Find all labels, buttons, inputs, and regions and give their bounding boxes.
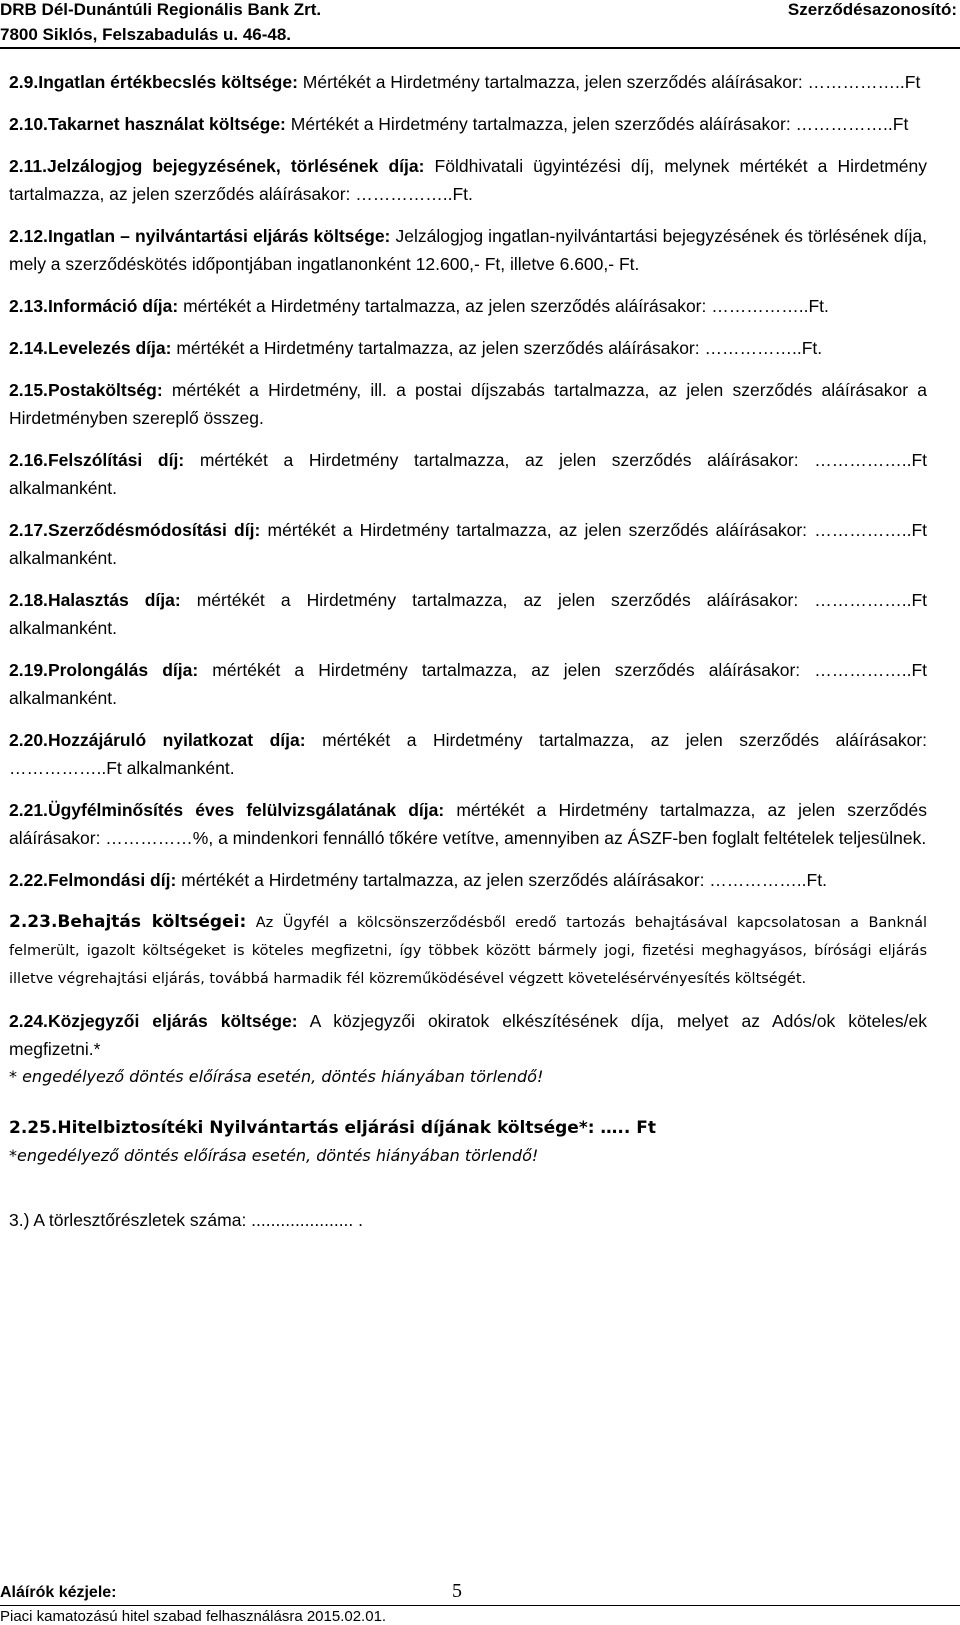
footer-divider (0, 1605, 960, 1606)
clause-2-20 (9, 726, 927, 782)
clause-title: Információ díja: (47, 296, 179, 316)
clause-text: Mértékét a Hirdetmény tartalmazza, jelen szerződés aláírásakor: ……………..Ft (297, 72, 921, 92)
clause-2-23 (9, 908, 927, 993)
clause-2-17 (9, 516, 927, 572)
clause-title: Postaköltség: (47, 380, 163, 400)
clause-number: 2.24. (9, 1011, 48, 1031)
clause-number: 2.14. (9, 338, 48, 358)
clause-2-13 (9, 292, 927, 320)
clause-number: 2.23. (9, 912, 58, 932)
document-body (9, 68, 927, 1234)
clause-text: Mértékét a Hirdetmény tartalmazza, jelen szerződés aláírásakor: ……………..Ft (285, 114, 909, 134)
clause-text: mértékét a Hirdetmény tartalmazza, az jelen szerződés aláírásakor: ……………..Ft. (178, 296, 829, 316)
clause-2-21 (9, 796, 927, 852)
clause-title: Levelezés díja: (47, 338, 172, 358)
clause-2-24 (9, 1007, 927, 1063)
clause-2-16 (9, 446, 927, 502)
clause-2-10 (9, 110, 927, 138)
clause-number: 2.15. (9, 380, 48, 400)
clause-title: Felszólítási díj: (47, 450, 185, 470)
clause-number: 2.17. (9, 520, 48, 540)
clause-number: 2.11. (9, 156, 47, 176)
note-2-24: * engedélyező döntés előírása esetén, döntés hiányában törlendő! (9, 1067, 544, 1086)
clause-text: mértékét a Hirdetmény tartalmazza, az jelen szerződés aláírásakor: ……………..Ft alkalmanként. (9, 660, 927, 708)
clause-text: Az Ügyfél a kölcsönszerződésből eredő tartozás behajtásával kapcsolatosan a Banknál felmerült, igazolt költségeket is köteles megfizetni, így többek között bármely jogi, fizetési meghagyásos, bírósági eljárás illetve végrehajtási eljárás, továbbá harmadik fél közreműködésével végzett követelésérvényesítés költségét. (9, 915, 928, 987)
clause-text: mértékét a Hirdetmény tartalmazza, az jelen szerződés aláírásakor: ……………..Ft. (171, 338, 823, 358)
clause-2-15 (9, 376, 927, 432)
clause-title: Közjegyzői eljárás költsége: (47, 1011, 298, 1031)
note-2-25: *engedélyező döntés előírása esetén, döntés hiányában törlendő! (9, 1146, 539, 1165)
clause-text: Jelzálogjog ingatlan-nyilvántartási bejegyzésének és törlésének díja, mely a szerződéskötés időpontjában ingatlanonként 12.600,- Ft, illetve 6.600,- Ft. (9, 226, 927, 274)
clause-number: 2.13. (9, 296, 48, 316)
clause-number: 2.19. (9, 660, 48, 680)
clause-title: Felmondási díj: (47, 870, 177, 890)
clause-text: mértékét a Hirdetmény tartalmazza, az jelen szerződés aláírásakor: ……………..Ft alkalmanként. (9, 520, 927, 568)
footer-text: Piaci kamatozású hitel szabad felhasználásra 2015.02.01. (0, 1608, 387, 1625)
clause-title: Behajtás költségei: (57, 912, 247, 932)
clause-title: Hozzájáruló nyilatkozat díja: (47, 730, 306, 750)
clause-title: Ügyfélminősítés éves felülvizsgálatának díja: (47, 800, 445, 820)
clause-text: mértékét a Hirdetmény tartalmazza, az jelen szerződés aláírásakor: ……………..Ft. (176, 870, 827, 890)
signers-label: Aláírók kézjele: (0, 1584, 117, 1601)
clause-title: Prolongálás díja: (47, 660, 199, 680)
clause-number: 2.21. (9, 800, 48, 820)
page-header (0, 0, 960, 46)
header-divider (0, 47, 960, 49)
clause-number: 2.12. (9, 226, 48, 246)
clause-text: mértékét a Hirdetmény tartalmazza, az jelen szerződés aláírásakor: ……………..Ft alkalmanként. (9, 450, 927, 498)
clause-2-19 (9, 656, 927, 712)
clause-title: Ingatlan – nyilvántartási eljárás költsége: (47, 226, 391, 246)
clause-number: 2.22. (9, 870, 48, 890)
clause-2-14 (9, 334, 927, 362)
clause-text: mértékét a Hirdetmény tartalmazza, az jelen szerződés aláírásakor: ……………%, a mindenkori fennálló tőkére vetítve, amennyiben az ÁSZF-ben foglalt feltételek teljesülnek. (9, 800, 927, 848)
clause-title: Jelzálogjog bejegyzésének, törlésének díja: (46, 156, 425, 176)
clause-text: mértékét a Hirdetmény tartalmazza, az jelen szerződés aláírásakor: ……………..Ft alkalmanként. (9, 730, 927, 778)
clause-2-12 (9, 222, 927, 278)
clause-2-11 (9, 152, 927, 208)
clause-number: 2.16. (9, 450, 48, 470)
clause-2-22 (9, 866, 927, 894)
clause-2-18 (9, 586, 927, 642)
clause-number: 2.10. (9, 114, 48, 134)
clause-number: 2.18. (9, 590, 48, 610)
bank-name: DRB Dél-Dunántúli Regionális Bank Zrt. (0, 0, 322, 19)
clause-title: Takarnet használat költsége: (47, 114, 286, 134)
clause-text: mértékét a Hirdetmény, ill. a postai díjszabás tartalmazza, az jelen szerződés aláírásakor a Hirdetményben szereplő összeg. (9, 380, 927, 428)
clause-title: Halasztás díja: (47, 590, 181, 610)
clause-title: Hitelbiztosítéki Nyilvántartás eljárási díjának költsége*: ….. Ft (57, 1118, 657, 1138)
contract-id-label: Szerződésazonosító: (787, 0, 957, 19)
clause-text: mértékét a Hirdetmény tartalmazza, az jelen szerződés aláírásakor: ……………..Ft alkalmanként. (9, 590, 927, 638)
clause-2-25 (9, 1113, 927, 1142)
clause-title: Ingatlan értékbecslés költsége: (38, 72, 298, 92)
clause-text: Földhivatali ügyintézési díj, melynek mértékét a Hirdetmény tartalmazza, az jelen szerződés aláírásakor: ……………..Ft. (9, 156, 927, 204)
clause-number: 2.9. (9, 72, 39, 92)
page-number: 5 (452, 1580, 462, 1602)
clause-number: 2.25. (9, 1118, 58, 1138)
bank-address: 7800 Siklós, Felszabadulás u. 46-48. (0, 25, 292, 44)
clause-number: 2.20. (9, 730, 48, 750)
clause-text: A közjegyzői okiratok elkészítésének díja, melyet az Adós/ok köteles/ek megfizetni.* (9, 1011, 927, 1059)
installments-count: 3.) A törlesztőrészletek száma: ..................... . (9, 1210, 364, 1230)
clause-2-9 (9, 68, 927, 96)
clause-title: Szerződésmódosítási díj: (47, 520, 261, 540)
